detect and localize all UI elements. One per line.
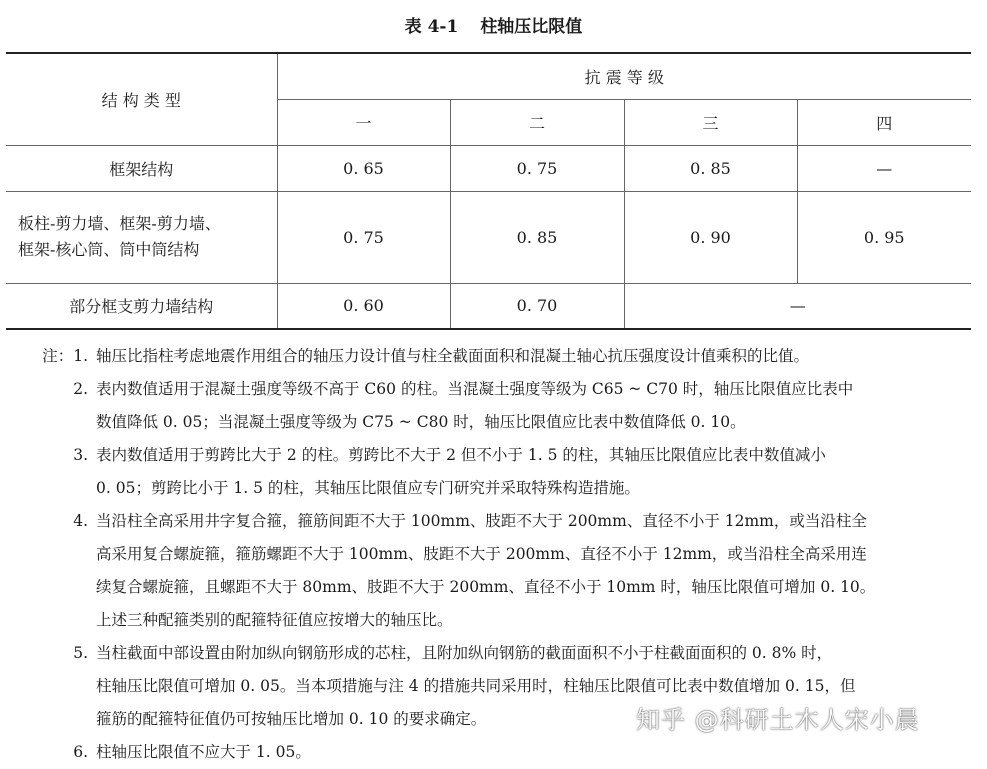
grade-2-header: 二 (450, 99, 624, 145)
table-number: 表 4-1 (404, 17, 459, 37)
note-number: 6. (73, 743, 88, 761)
grade-4-header: 四 (797, 99, 971, 145)
grade-3-header: 三 (624, 99, 797, 145)
structure-type-line: 框架-核心筒、筒中筒结构 (18, 240, 200, 259)
structure-type-line: 板柱-剪力墙、框架-剪力墙、 (18, 214, 221, 233)
table-row (6, 283, 971, 329)
table-cell: 0. 95 (797, 191, 971, 283)
table-cell: 0. 75 (450, 145, 624, 191)
table-cell: 0. 65 (277, 145, 450, 191)
table-cell: 0. 90 (624, 191, 797, 283)
note-item (38, 736, 973, 769)
note-text: 柱轴压比限值不应大于 1. 05。 (96, 743, 311, 761)
note-number: 4. (73, 512, 88, 530)
table-cell: 0. 70 (450, 283, 624, 329)
note-item (38, 439, 973, 505)
note-number: 3. (73, 446, 88, 464)
table-cell: 0. 75 (277, 191, 450, 283)
note-item (38, 373, 973, 439)
row-structure-type (6, 191, 277, 283)
table-cell: 0. 60 (277, 283, 450, 329)
table-cell: 0. 85 (624, 145, 797, 191)
note-text: 当沿柱全高采用井字复合箍，箍筋间距不大于 100mm、肢距不大于 200mm、直径不小于 12mm，或当沿柱全 高采用复合螺旋箍，箍筋螺距不大于 100mm、肢距不大于 200mm、直径不小于 12mm，或当沿柱全高采用连 续复合螺旋箍，且螺距不大于 80mm、肢距不大于 200mm、直径不小于 10mm 时，轴压比限值可增加 0. 10。 上述三种配箍类别的配箍特征值应按增大的轴压比。 (96, 512, 876, 629)
table-cell-merged: — (624, 283, 971, 329)
note-text: 表内数值适用于剪跨比大于 2 的柱。剪跨比不大于 2 但不小于 1. 5 的柱，其轴压比限值应比表中数值减小 0. 05；剪跨比小于 1. 5 的柱，其轴压比限值应专门研究并采取特殊构造措施。 (96, 446, 826, 497)
table-cell: — (797, 145, 971, 191)
table-cell: 0. 85 (450, 191, 624, 283)
table-row (6, 191, 971, 283)
note-item (38, 340, 973, 373)
table-caption (0, 12, 987, 37)
watermark: 知乎 @科研土木人宋小晨 (636, 706, 920, 734)
note-item (38, 505, 973, 637)
axial-ratio-table (6, 52, 971, 330)
table-title: 柱轴压比限值 (480, 17, 583, 37)
note-text: 轴压比指柱考虑地震作用组合的轴压力设计值与柱全截面面积和混凝土轴心抗压强度设计值乘积的比值。 (96, 347, 810, 365)
row-structure-type: 框架结构 (6, 145, 277, 191)
note-text: 表内数值适用于混凝土强度等级不高于 C60 的柱。当混凝土强度等级为 C65 ~ C70 时，轴压比限值应比表中 数值降低 0. 05；当混凝土强度等级为 C75 ~ C80 时，轴压比限值应比表中数值降低 0. 10。 (96, 380, 854, 431)
seismic-grade-header: 抗 震 等 级 (277, 53, 971, 99)
row-structure-type: 部分框支剪力墙结构 (6, 283, 277, 329)
structure-type-header: 结 构 类 型 (6, 53, 277, 145)
note-number: 2. (73, 380, 88, 398)
note-number: 5. (73, 644, 88, 662)
table-row (6, 145, 971, 191)
note-text: 当柱截面中部设置由附加纵向钢筋形成的芯柱，且附加纵向钢筋的截面面积不小于柱截面面积的 0. 8% 时， 柱轴压比限值可增加 0. 05。当本项措施与注 4 的措施共同采用时，柱轴压比限值可比表中数值增加 0. 15，但 箍筋的配箍特征值仍可按轴压比增加 0. 10 的要求确定。 (96, 644, 856, 728)
grade-1-header: 一 (277, 99, 450, 145)
note-number: 注：1. (42, 347, 88, 365)
